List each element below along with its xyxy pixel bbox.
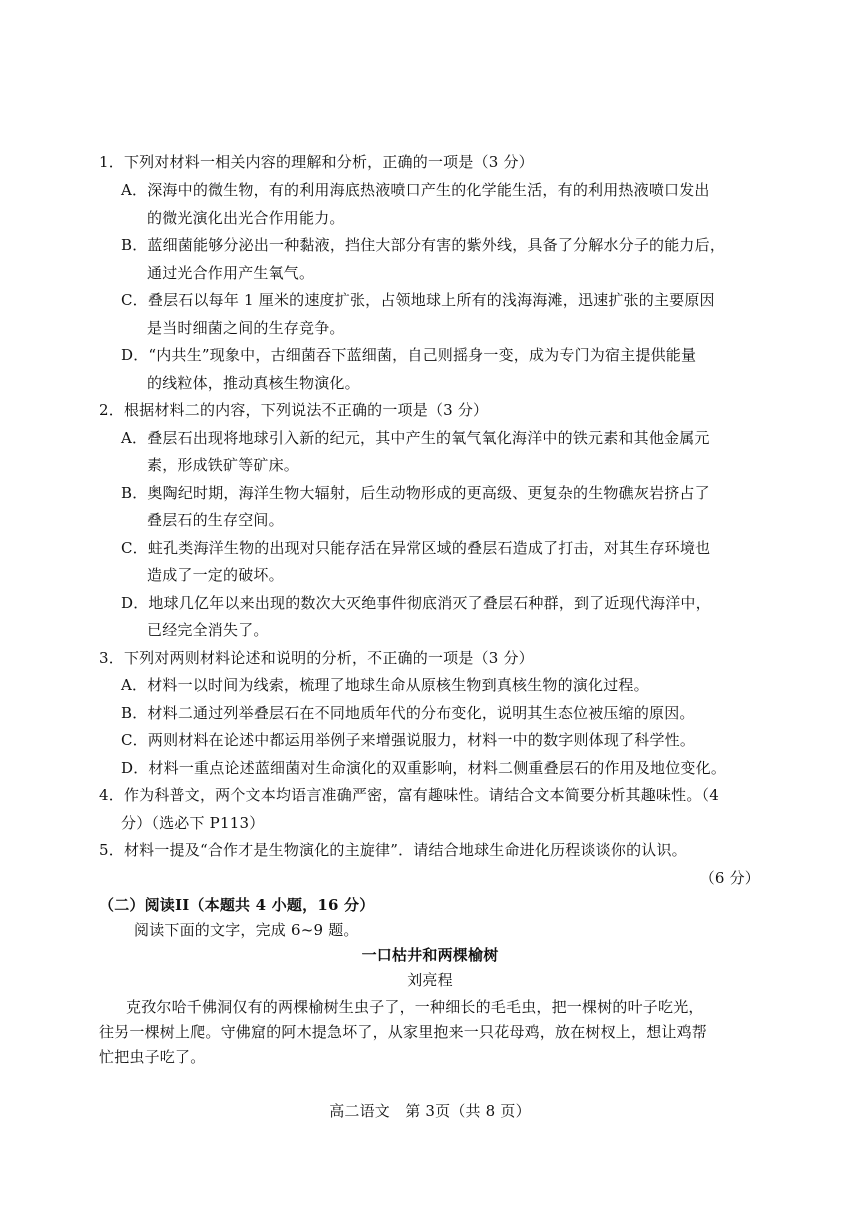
q2-option-b-line2: 叠层石的生存空间。 (147, 511, 284, 529)
q1-option-b-line1: B．蓝细菌能够分泌出一种黏液，挡住大部分有害的紫外线，具备了分解水分子的能力后， (121, 236, 726, 254)
passage-author: 刘亮程 (407, 971, 453, 989)
passage-paragraph-line2: 往另一棵树上爬。守佛窟的阿木提急坏了，从家里抱来一只花母鸡，放在树杈上，想让鸡帮 (99, 1023, 708, 1041)
section2-instruction: 阅读下面的文字，完成 6~9 题。 (134, 921, 359, 939)
q1-option-c-line2: 是当时细菌之间的生存竞争。 (147, 319, 345, 337)
page-footer: 高二语文 第 3页（共 8 页） (329, 1102, 531, 1120)
q2-option-c-line2: 造成了一定的破坏。 (147, 566, 284, 584)
q2-option-c-line1: C．蛀孔类海洋生物的出现对只能存活在异常区域的叠层石造成了打击，对其生存环境也 (121, 539, 711, 557)
q1-option-b-line2: 通过光合作用产生氧气。 (147, 264, 315, 282)
passage-title: 一口枯井和两棵榆树 (361, 946, 499, 964)
q1-option-a-line1: A．深海中的微生物，有的利用海底热液喷口产生的化学能生活，有的利用热液喷口发出 (121, 181, 710, 199)
q1-stem: 1．下列对材料一相关内容的理解和分析，正确的一项是（3 分） (99, 153, 534, 171)
q3-stem: 3．下列对两则材料论述和说明的分析，不正确的一项是（3 分） (99, 649, 534, 667)
q3-option-a: A．材料一以时间为线索，梳理了地球生命从原核生物到真核生物的演化过程。 (121, 676, 649, 694)
q4-line2: 分）（选必下 P113） (121, 814, 265, 832)
q2-option-d-line2: 已经完全消失了。 (147, 621, 269, 639)
q2-stem: 2．根据材料二的内容，下列说法不正确的一项是（3 分） (99, 401, 489, 419)
q1-option-d-line1: D．“内共生”现象中，古细菌吞下蓝细菌，自己则摇身一变，成为专门为宿主提供能量 (121, 346, 697, 364)
q5-score: （6 分） (699, 869, 760, 887)
passage-paragraph-line3: 忙把虫子吃了。 (99, 1048, 206, 1066)
q3-option-b: B．材料二通过列举叠层石在不同地质年代的分布变化，说明其生态位被压缩的原因。 (121, 704, 695, 722)
q1-option-a-line2: 的微光演化出光合作用能力。 (147, 209, 345, 227)
section2-heading: （二）阅读II（本题共 4 小题，16 分） (99, 896, 375, 914)
q3-option-d: D．材料一重点论述蓝细菌对生命演化的双重影响，材料二侧重叠层石的作用及地位变化。 (121, 759, 727, 777)
q2-option-d-line1: D．地球几亿年以来出现的数次大灭绝事件彻底消灭了叠层石种群，到了近现代海洋中， (121, 594, 711, 612)
passage-paragraph-line1: 克孜尔哈千佛洞仅有的两棵榆树生虫子了，一种细长的毛毛虫，把一棵树的叶子吃光， (126, 998, 704, 1016)
q2-option-a-line1: A．叠层石出现将地球引入新的纪元，其中产生的氧气氧化海洋中的铁元素和其他金属元 (121, 429, 710, 447)
q4-line1: 4．作为科普文，两个文本均语言准确严密，富有趣味性。请结合文本简要分析其趣味性。（4 (99, 786, 719, 804)
q1-option-c-line1: C．叠层石以每年 1 厘米的速度扩张，占领地球上所有的浅海海滩，迅速扩张的主要原因 (121, 291, 715, 309)
q5-line1: 5．材料一提及“合作才是生物演化的主旋律”．请结合地球生命进化历程谈谈你的认识。 (99, 841, 687, 859)
q3-option-c: C．两则材料在论述中都运用举例子来增强说服力，材料一中的数字则体现了科学性。 (121, 731, 696, 749)
q2-option-b-line1: B．奥陶纪时期，海洋生物大辐射，后生动物形成的更高级、更复杂的生物礁灰岩挤占了 (121, 484, 710, 502)
q1-option-d-line2: 的线粒体，推动真核生物演化。 (147, 374, 360, 392)
q2-option-a-line2: 素，形成铁矿等矿床。 (147, 456, 300, 474)
